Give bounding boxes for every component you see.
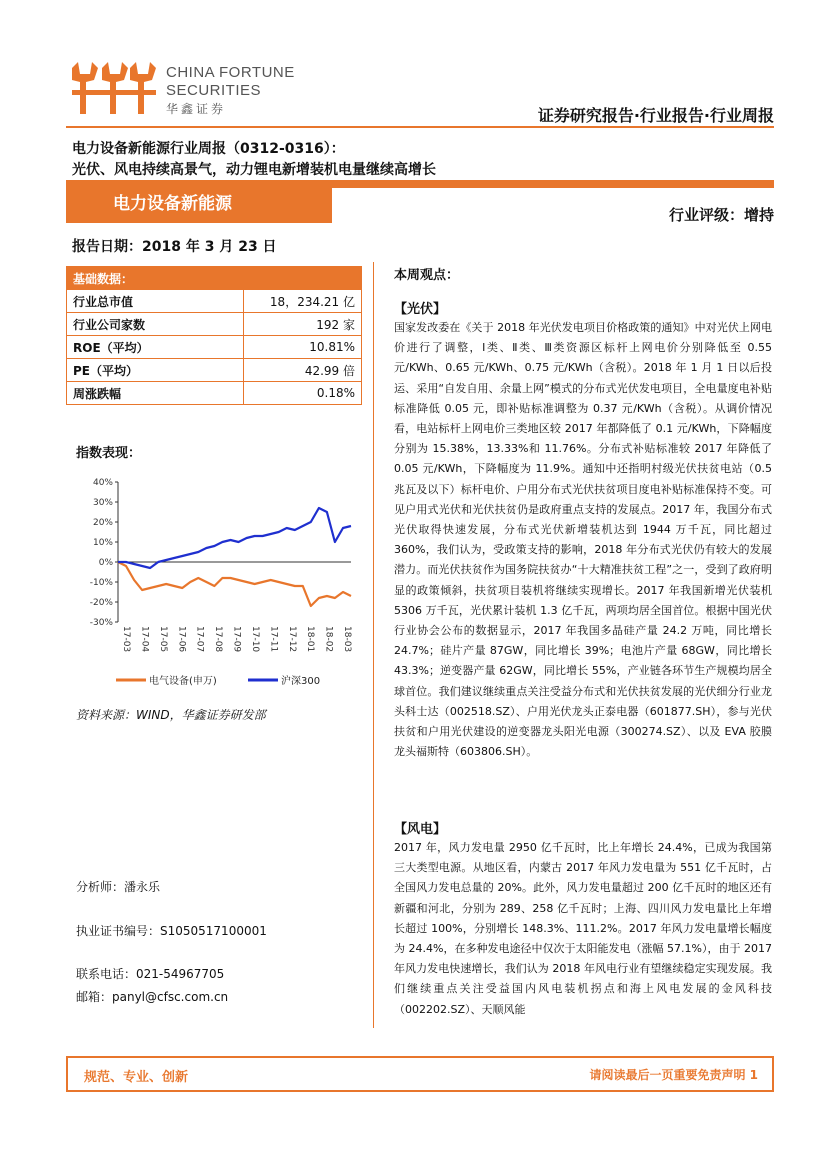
legend-label: 沪深300: [281, 676, 321, 687]
legend-label: 电气设备(申万): [149, 676, 217, 687]
basic-data-key: 行业公司家数: [67, 313, 244, 336]
table-row: [67, 359, 362, 382]
x-tick-label: 17-06: [176, 626, 187, 653]
basic-data-value: 10.81%: [244, 336, 362, 359]
y-tick-label: 0%: [98, 558, 113, 568]
analyst-email: 邮箱：panyl@cfsc.com.cn: [76, 990, 229, 1004]
x-tick-label: 17-05: [157, 626, 168, 653]
basic-data-value: 192 家: [244, 313, 362, 336]
page-footer: [66, 1056, 774, 1092]
x-tick-label: 17-03: [121, 626, 131, 653]
basic-data-value: 0.18%: [244, 382, 362, 405]
table-row: [67, 336, 362, 359]
report-type: 证券研究报告·行业报告·行业周报: [537, 106, 774, 125]
x-tick-label: 17-09: [231, 626, 242, 653]
y-tick-label: 40%: [92, 478, 113, 488]
company-logo: [66, 58, 296, 118]
x-tick-label: 17-11: [268, 626, 279, 653]
x-tick-label: 17-10: [249, 626, 260, 653]
analyst-name: 分析师：潘永乐: [76, 880, 161, 894]
logo-mark-icon: [66, 58, 162, 118]
table-row: [67, 382, 362, 405]
x-tick-label: 18-01: [305, 626, 316, 653]
footer-disclaimer: 请阅读最后一页重要免责声明 1: [589, 1068, 758, 1082]
y-tick-label: 30%: [92, 498, 113, 508]
chart-section-title: 指数表现：: [76, 446, 142, 461]
basic-data-key: 周涨跌幅: [67, 382, 244, 405]
basic-data-key: 行业总市值: [67, 290, 244, 313]
basic-data-value: 18，234.21 亿: [244, 290, 362, 313]
basic-data-table: [66, 266, 362, 405]
industry-band-label: 电力设备新能源: [113, 194, 232, 214]
logo-text-cn: 华鑫证券: [166, 102, 227, 116]
basic-data-key: PE（平均）: [67, 359, 244, 382]
analyst-phone: 联系电话：021-54967705: [76, 967, 225, 981]
table-row: [67, 313, 362, 336]
x-tick-label: 17-08: [213, 626, 224, 653]
logo-text-en-2: SECURITIES: [166, 82, 262, 99]
x-tick-label: 17-04: [139, 626, 150, 653]
table-row: [67, 290, 362, 313]
header-divider: [66, 126, 774, 128]
chart-source: 资料来源：WIND，华鑫证券研发部: [76, 708, 266, 722]
report-title-line2: 光伏、风电持续高景气，动力锂电新增装机电量继续高增长: [72, 162, 436, 178]
basic-data-key: ROE（平均）: [67, 336, 244, 359]
x-tick-label: 18-02: [323, 626, 334, 653]
x-tick-label: 17-07: [194, 626, 205, 653]
x-tick-label: 17-12: [286, 626, 297, 653]
y-tick-label: -30%: [89, 618, 113, 628]
wind-section-title: 【风电】: [394, 822, 447, 837]
pv-section-title: 【光伏】: [394, 302, 447, 317]
y-tick-label: -20%: [89, 598, 113, 608]
industry-rating: 行业评级：增持: [668, 206, 774, 224]
series-line-electrical-equipment: [118, 562, 351, 606]
basic-data-header-row: [67, 267, 362, 290]
footer-slogan: 规范、专业、创新: [84, 1070, 189, 1085]
weekly-view-title: 本周观点：: [394, 268, 460, 283]
analyst-cert: 执业证书编号：S1050517100001: [76, 924, 267, 938]
y-tick-label: 10%: [92, 538, 113, 548]
x-tick-label: 18-03: [342, 626, 352, 653]
basic-data-header: 基础数据：: [67, 267, 362, 290]
index-performance-chart: [76, 470, 361, 700]
report-title-line1: 电力设备新能源行业周报（0312-0316）：: [72, 141, 345, 157]
report-date: 报告日期：2018 年 3 月 23 日: [72, 239, 277, 255]
basic-data-value: 42.99 倍: [244, 359, 362, 382]
y-tick-label: -10%: [89, 578, 113, 588]
logo-text-en-1: CHINA FORTUNE: [166, 64, 295, 81]
wind-paragraph: 2017 年，风力发电量 2950 亿千瓦时，比上年增长 24.4%，已成为我国第三大类型电源。从地区看，内蒙古 2017 年风力发电量为 551 亿千瓦时，占全国风力发电总量的 20%。此外，风力发电量超过 200 亿千瓦时的地区还有新疆和河北，分别为 289、258 亿千瓦时；上海、四川风力发电量比上年增长超过 100%，分别增长 148.3%、111.2%。2017 年风力发电量增长幅度为 24.4%，在多种发电途径中仅次于太阳能发电（涨幅 57.1%），由于 2017 年风力发电快速增长，我们认为 2018 年风电行业有望继续稳定实现发展。我们继续重点关注受益国内风电装机拐点和海上风电发展的金风科技（002202.SZ）、天顺风能: [394, 841, 772, 1016]
pv-paragraph: 国家发改委在《关于 2018 年光伏发电项目价格政策的通知》中对光伏上网电价进行了调整，Ⅰ类、Ⅱ类、Ⅲ类资源区标杆上网电价分别降低至 0.55 元/KWh、0.65 元/KWh、0.75 元/KWh（含税）。2018 年 1 月 1 日以后投运、采用“自发自用、余量上网”模式的分布式光伏发电项目，全电量度电补贴标准降低 0.05 元，即补贴标准调整为 0.37 元/KWh（含税）。从调价情况看，电站标杆上网电价三类地区较 2017 年都降低了 0.1 元/KWh，下降幅度分别为 15.38%，13.33%和 11.76%。分布式补贴标准较 2017 年降低了 0.05 元/KWh，下降幅度为 11.9%。通知中还指明村级光伏扶贫电站（0.5 兆瓦及以下）标杆电价、户用分布式光伏扶贫项目度电补贴标准保持不变。可见户用式光伏和光伏扶贫仍是政府重点支持的发展点。2017 年，我国分布式光伏取得快速发展，分布式光伏新增装机达到 1944 万千瓦，同比超过 360%，我们认为，受政策支持的影响，2018 年分布式光伏仍有较大的发展潜力。而光伏扶贫作为国务院扶贫办“十大精准扶贫工程”之一，受到了政府明显的政策倾斜，扶贫项目装机将继续实现增长。2017 年我国新增光伏装机 5306 万千瓦，光伏累计装机 1.3 亿千瓦，两项均居全国首位。根据中国光伏行业协会公布的数据显示，2017 年我国多晶硅产量 24.2 万吨，同比增长 24.7%；硅片产量 87GW，同比增长 39%；电池片产量 68GW，同比增长 43.3%；逆变器产量 62GW，同比增长 55%，产业链各环节生产规模均居全球首位。我们建议继续重点关注受益分布式和光伏扶贫发展的光伏细分行业龙头科士达（002518.SZ）、户用光伏龙头正泰电器（601877.SH），参与光伏扶贫和户用光伏建设的逆变器龙头阳光电源（300274.SZ）、以及 EVA 胶膜龙头福斯特（603806.SH）。: [394, 321, 772, 759]
y-tick-label: 20%: [92, 518, 113, 528]
series-line-hs300: [118, 508, 351, 568]
sidebar-divider: [373, 262, 374, 1028]
